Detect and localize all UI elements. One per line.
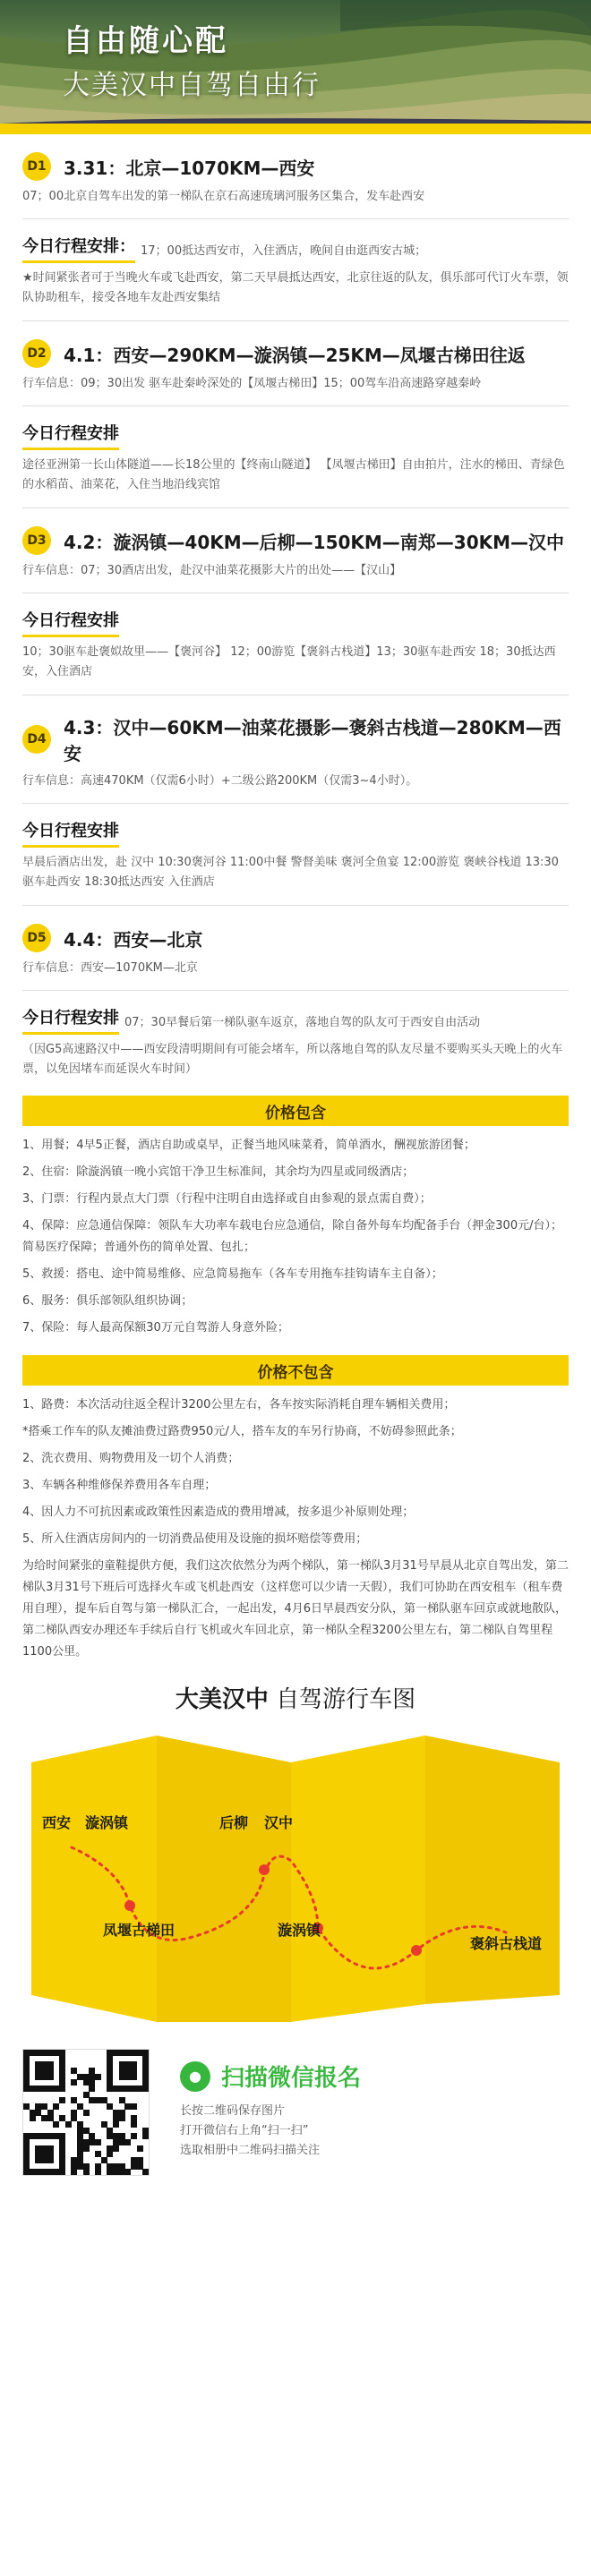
day-title: 4.3：汉中—60KM—油菜花摄影—褒斜古栈道—280KM—西安 [64,717,561,764]
qr-module [71,2079,77,2086]
qr-module [142,2169,149,2175]
plan-text: 10；30驱车赴褒姒故里——【褒河谷】 12；00游览【褒斜古栈道】13；30驱车赴西安 18；30抵达西安，入住酒店 [22,645,556,678]
wechat-icon: ● [180,2061,210,2092]
map-label-xuanwozhen-1: 漩涡镇 [85,1814,129,1831]
divider [22,990,569,991]
day-info: 行车信息：高速470KM（仅需6小时）+二级公路200KM（仅需3~4小时）。 [22,774,418,788]
map-title [0,1681,591,1714]
qr-module [113,2145,119,2152]
qr-code[interactable] [22,2049,150,2176]
list-item: 为给时间紧张的童鞋提供方便，我们这次依然分为两个梯队，第一梯队3月31号早晨从北京自驾出发，第二梯队3月31号下班后可选择火车或飞机赴西安（这样您可以少请一天假），我们可协助在西安租车（租车费用自理），提车后自驾与第一梯队汇合，一起出发，4月6日早晨西安分队，第一梯队驱车回京或就地散队，第二梯队西安办理还车手续后自行飞机或火车回北京，第一梯队全程3200公里左右，第二梯队自驾里程1100公里。 [22,1559,569,1659]
qr-module [124,2169,131,2175]
day-5-header [22,924,569,952]
qr-module [124,2139,131,2145]
wechat-signup [0,2049,591,2176]
qr-module [59,2086,65,2092]
itinerary [0,152,591,1663]
divider [22,905,569,906]
list-item: 5、所入住酒店房间内的一切消费品使用及设施的损坏赔偿等费用； [22,1532,368,1546]
day-info: 行车信息：07；30酒店出发，赴汉中油菜花摄影大片的出处——【汉山】 [22,564,402,577]
list-item: 3、门票：行程内景点大门票（行程中注明自由选择或自由参观的景点需自费）； [22,1192,432,1206]
day-badge: D3 [22,526,51,555]
qr-module [131,2074,137,2080]
plan-heading [22,608,569,637]
wechat-instructions [180,2102,361,2161]
qr-module [131,2133,137,2139]
plan-inline-text: 17；00抵达西安市，入住酒店，晚间自由逛西安古城； [141,244,427,258]
day-badge: D4 [22,725,51,754]
qr-module [107,2151,113,2157]
map-label-fengyan: 凤堰古梯田 [103,1922,176,1939]
day-info: 行车信息：西安—1070KM—北京 [22,961,198,975]
divider [22,405,569,406]
hero-banner [0,0,591,134]
map-label-baoxie: 褒斜古栈道 [470,1935,543,1952]
map-label-xian: 西安 [42,1814,72,1831]
divider [22,218,569,219]
day-2-header [22,339,569,368]
qr-module [113,2121,119,2128]
qr-module [47,2157,54,2163]
qr-module [95,2139,101,2145]
qr-module [65,2121,72,2128]
day-1-header [22,152,569,181]
list-item: 3、车辆各种维修保养费用各车自理； [22,1479,217,1492]
plan-heading-label: 今日行程安排 [22,608,119,637]
list-item: 2、住宿：除漩涡镇一晚小宾馆干净卫生标准间，其余均为四星或同级酒店； [22,1165,415,1179]
day-badge: D1 [22,152,51,181]
qr-module [53,2121,59,2128]
map-title-bold: 大美汉中 [175,1686,269,1713]
divider [22,320,569,321]
plan-heading-label: 今日行程安排： [22,234,135,263]
qr-module [142,2086,149,2092]
qr-module [119,2115,125,2121]
plan-text: 早晨后酒店出发，赴 汉中 10:30褒河谷 11:00中餐 警督美味 褒河全鱼宴 12:00游览 褒峡谷栈道 13:30 驱车赴西安 18:30抵达西安 入住酒店 [22,856,559,889]
map-label-hanzhong: 汉中 [264,1814,294,1831]
qr-module [83,2169,90,2175]
hero-subtitle: 大美汉中自驾自由行 [63,70,321,101]
list-item: *搭乘工作车的队友摊油费过路费950元/人，搭车友的车另行协商，不妨碍参照此条； [22,1425,462,1438]
day-title: 4.4：西安—北京 [64,928,203,951]
qr-module [131,2121,137,2128]
day-badge: D2 [22,339,51,368]
day-badge: D5 [22,924,51,952]
day-info: 行车信息：09；30出发 驱车赴秦岭深处的【凤堰古梯田】15；00驾车沿高速路穿越秦岭 [22,377,482,390]
instruction-line: 打开微信右上角“扫一扫” [180,2124,309,2137]
qr-module [83,2145,90,2152]
day-title: 4.1：西安—290KM—漩涡镇—25KM—凤堰古梯田往返 [64,344,526,366]
list-item: 5、救援：搭电、途中简易维修、应急简易拖车（各车专用拖车挂钩请车主自备）； [22,1267,443,1281]
list-item: 4、保障：应急通信保障：领队车大功率车载电台应急通信，除自备外每车均配备手台（押金300元/台）；简易医疗保障；普通外伤的简单处置、包扎； [22,1219,562,1254]
qr-module [59,2169,65,2175]
plan-heading [22,818,569,848]
list-item: 1、路费：本次活动往返全程计3200公里左右，各车按实际消耗自理车辆相关费用； [22,1398,456,1412]
map-title-rest: 自驾游行车图 [268,1686,416,1713]
plan-heading [22,1005,569,1035]
day-3-header [22,526,569,555]
qr-module [137,2145,143,2152]
plan-heading-label: 今日行程安排 [22,818,119,848]
plan-heading [22,234,569,263]
qr-module [95,2074,101,2080]
qr-module [131,2103,137,2110]
qr-module [95,2169,101,2175]
plan-text: （因G5高速路汉中——西安段清明期间有可能会堵车，所以落地自驾的队友尽量不要购买头天晚上的火车票，以免因堵车而延误火车时间） [22,1043,563,1076]
day-info: 07；00北京自驾车出发的第一梯队在京石高速琉璃河服务区集合，发车赴西安 [22,190,425,203]
price-include-list [22,1135,569,1339]
plan-heading-label: 今日行程安排 [22,421,119,450]
wechat-info [180,2049,361,2176]
list-item: 2、洗衣费用、购物费用及一切个人消费； [22,1452,240,1465]
qr-module [71,2169,77,2175]
list-item: 7、保险：每人最高保额30万元自驾游人身意外险； [22,1321,289,1335]
price-exclude-list [22,1395,569,1663]
route-map [22,1727,569,2031]
qr-module [89,2086,95,2092]
list-item: 6、服务：俱乐部领队组织协调； [22,1294,193,1308]
folded-map-illustration [22,1727,569,2031]
qr-module [142,2133,149,2139]
plan-inline-text: 07；30早餐后第一梯队驱车返京，落地自驾的队友可于西安自由活动 [124,1016,481,1029]
qr-module [83,2110,90,2116]
list-item: 1、用餐；4早5正餐，酒店自助或桌早，正餐当地风味菜肴，简单酒水，酬视旅游团餐； [22,1139,475,1152]
instruction-line: 选取相册中二维码扫描关注 [180,2144,321,2157]
wechat-title-row [180,2060,361,2093]
wechat-title: 扫描微信报名 [221,2065,362,2092]
day-4-header [22,713,569,765]
map-label-xuanwozhen-2: 漩涡镇 [278,1922,321,1939]
plan-text: 途径亚洲第一长山体隧道——长18公里的【终南山隧道】 【凤堰古梯田】自由拍片，注水的梯田、青绿色的水稻苗、油菜花，入住当地沿线宾馆 [22,458,565,491]
qr-module [47,2074,54,2080]
plan-heading-label: 今日行程安排 [22,1005,119,1035]
map-label-houliu: 后柳 [219,1814,249,1831]
qr-module [59,2097,65,2103]
hero-title: 自由随心配 [63,23,228,59]
price-exclude-bar: 价格不包含 [22,1355,569,1386]
qr-module [53,2103,59,2110]
qr-module [30,2115,36,2121]
divider [22,803,569,804]
plan-heading [22,421,569,450]
price-include-bar: 价格包含 [22,1096,569,1126]
day-title: 3.31：北京—1070KM—西安 [64,157,315,179]
instruction-line: 长按二维码保存图片 [180,2104,286,2118]
plan-text: ★时间紧张者可于当晚火车或飞赴西安，第二天早晨抵达西安，北京往返的队友，俱乐部可代订火车票，领队协助租车，接受各地车友赴西安集结 [22,271,569,304]
hero-accent-strip [0,124,591,134]
list-item: 4、因人力不可抗因素或政策性因素造成的费用增减，按多退少补原则处理； [22,1506,415,1519]
day-title: 4.2：漩涡镇—40KM—后柳—150KM—南郑—30KM—汉中 [64,531,565,553]
